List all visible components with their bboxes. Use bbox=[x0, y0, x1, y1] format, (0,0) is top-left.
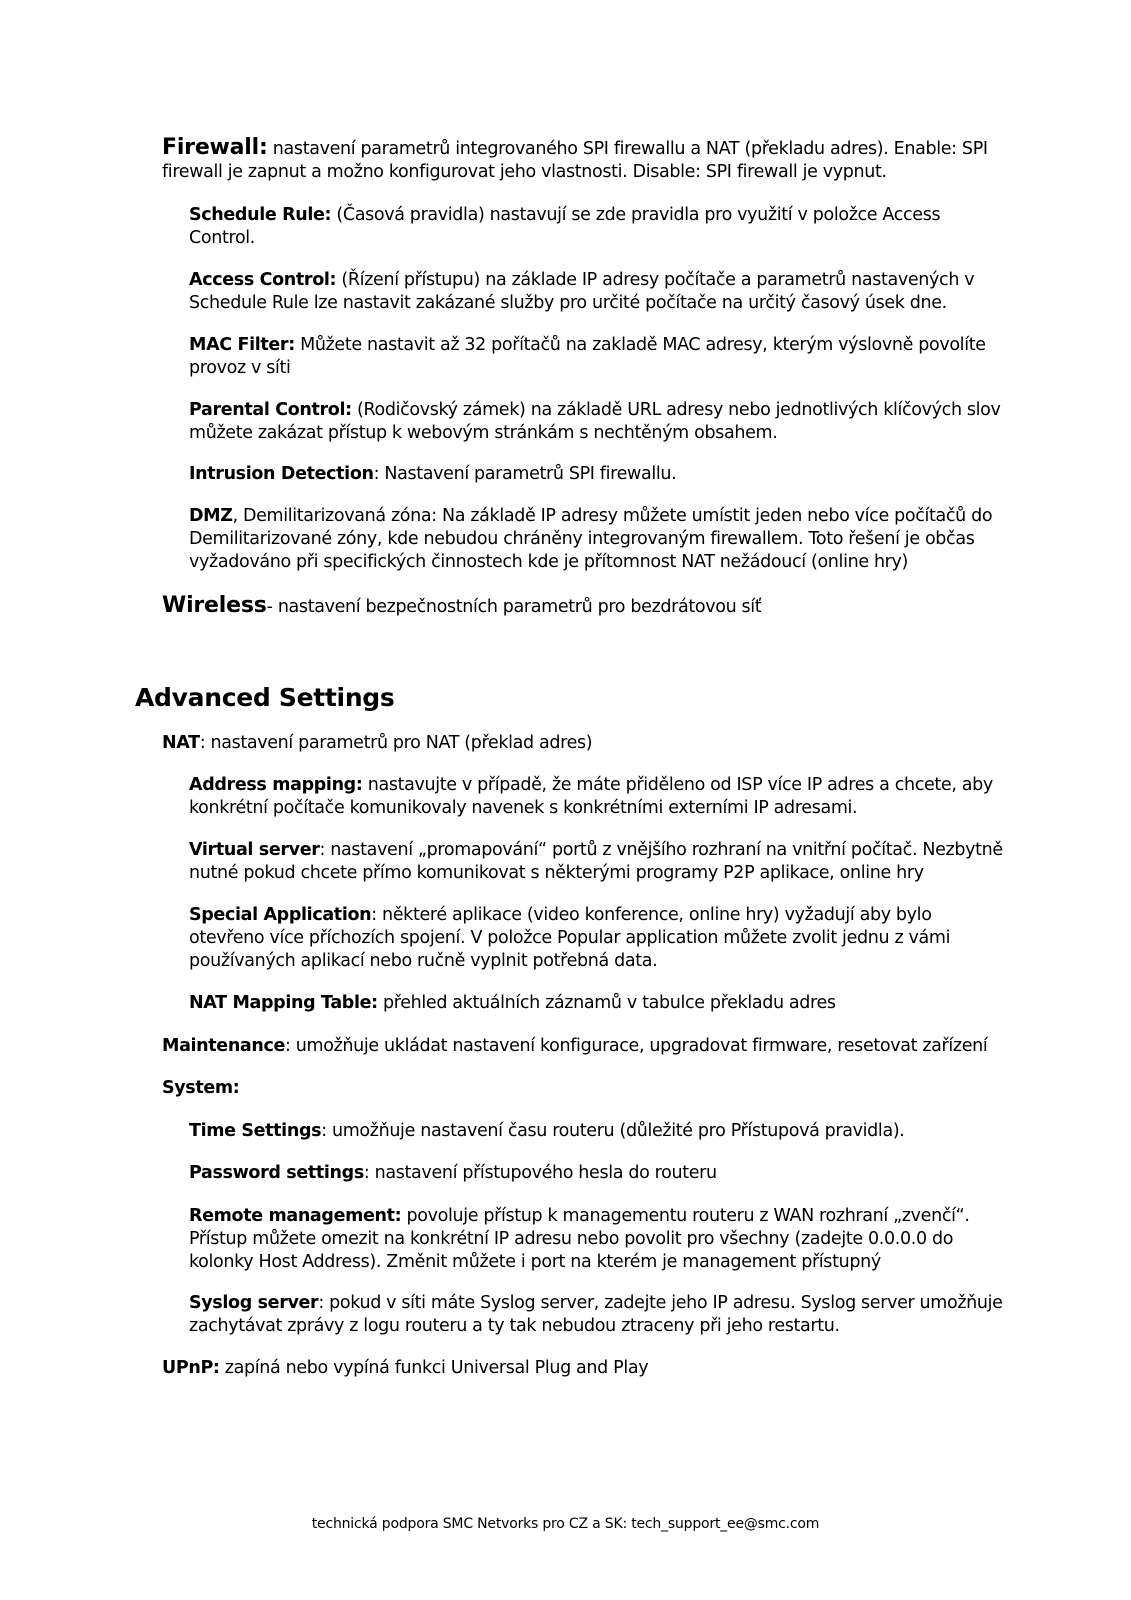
nat-mapping-table-term: NAT Mapping Table: bbox=[189, 993, 378, 1013]
special-application-paragraph bbox=[189, 904, 1004, 973]
syslog-server-paragraph bbox=[189, 1292, 1004, 1338]
access-control-paragraph bbox=[189, 269, 1004, 315]
wireless-term: Wireless bbox=[162, 593, 267, 618]
dmz-paragraph bbox=[189, 505, 1004, 574]
access-control-term: Access Control: bbox=[189, 270, 337, 290]
mac-filter-term: MAC Filter: bbox=[189, 335, 295, 355]
virtual-server-paragraph bbox=[189, 839, 1004, 885]
syslog-server-text: : pokud v síti máte Syslog server, zadejte jeho IP adresu. Syslog server umožňuje zachytávat zprávy z logu routeru a ty tak nebudou ztraceny při jeho restartu. bbox=[189, 1293, 1003, 1336]
nat-term: NAT bbox=[162, 733, 200, 753]
mac-filter-paragraph bbox=[189, 334, 1004, 380]
maintenance-text: : umožňuje ukládat nastavení konfigurace, upgradovat firmware, resetovat zařízení bbox=[285, 1036, 988, 1056]
dmz-term: DMZ bbox=[189, 506, 233, 526]
firewall-term: Firewall: bbox=[162, 135, 268, 160]
page-footer: technická podpora SMC Netvorks pro CZ a SK: tech_support_ee@smc.com bbox=[311, 1516, 820, 1532]
mac-filter-text: Můžete nastavit až 32 pořítačů na zakladě MAC adresy, kterým výslovně povolíte provoz v síti bbox=[189, 335, 986, 378]
address-mapping-text: nastavujte v případě, že máte přiděleno od ISP více IP adres a chcete, aby konkrétní počítače komunikovaly navenek s konkrétními externími IP adresami. bbox=[189, 775, 993, 818]
special-application-term: Special Application bbox=[189, 905, 372, 925]
upnp-paragraph bbox=[162, 1357, 1002, 1380]
wireless-text: - nastavení bezpečnostních parametrů pro bezdrátovou síť bbox=[266, 597, 762, 617]
dmz-text: , Demilitarizovaná zóna: Na základě IP adresy můžete umístit jeden nebo více počítačů do Demilitarizované zóny, kde nebudou chráněny integrovaným firewallem. Toto řešení je občas vyžadováno při specifických činnostech kde je přítomnost NAT nežádoucí (online hry) bbox=[189, 506, 993, 572]
nat-text: : nastavení parametrů pro NAT (překlad adres) bbox=[199, 733, 593, 753]
system-paragraph bbox=[162, 1077, 1002, 1100]
maintenance-paragraph bbox=[162, 1035, 1002, 1058]
password-settings-paragraph bbox=[189, 1162, 1004, 1185]
parental-control-text: (Rodičovský zámek) na základě URL adresy nebo jednotlivých klíčových slov můžete zakázat přístup k webovým stránkám s nechtěným obsahem. bbox=[189, 400, 1001, 443]
upnp-text: zapíná nebo vypíná funkci Universal Plug and Play bbox=[219, 1358, 649, 1378]
firewall-text: nastavení parametrů integrovaného SPI firewallu a NAT (překladu adres). Enable: SPI firewall je zapnut a možno konfigurovat jeho vlastnosti. Disable: SPI firewall je vypnut. bbox=[162, 139, 988, 182]
advanced-settings-heading: Advanced Settings bbox=[135, 683, 395, 712]
parental-control-paragraph bbox=[189, 399, 1004, 445]
address-mapping-term: Address mapping: bbox=[189, 775, 363, 795]
special-application-text: : některé aplikace (video konference, online hry) vyžadují aby bylo otevřeno více příchozích spojení. V položce Popular application můžete zvolit jednu z vámi používaných aplikací nebo ručně vyplnit potřebná data. bbox=[189, 905, 951, 971]
time-settings-paragraph bbox=[189, 1120, 1004, 1143]
nat-paragraph bbox=[162, 732, 1002, 755]
maintenance-term: Maintenance bbox=[162, 1036, 286, 1056]
schedule-rule-text: (Časová pravidla) nastavují se zde pravidla pro využití v položce Access Control. bbox=[189, 205, 941, 248]
intrusion-detection-term: Intrusion Detection bbox=[189, 464, 374, 484]
virtual-server-text: : nastavení „promapování“ portů z vnějšího rozhraní na vnitřní počítač. Nezbytně nutné pokud chcete přímo komunikovat s některými programy P2P aplikace, online hry bbox=[189, 840, 1003, 883]
remote-management-term: Remote management: bbox=[189, 1206, 402, 1226]
address-mapping-paragraph bbox=[189, 774, 1004, 820]
schedule-rule-paragraph bbox=[189, 204, 1004, 250]
schedule-rule-term: Schedule Rule: bbox=[189, 205, 332, 225]
time-settings-text: : umožňuje nastavení času routeru (důležité pro Přístupová pravidla). bbox=[321, 1121, 905, 1141]
nat-mapping-table-paragraph bbox=[189, 992, 1004, 1015]
nat-mapping-table-text: přehled aktuálních záznamů v tabulce překladu adres bbox=[377, 993, 836, 1013]
intrusion-detection-paragraph bbox=[189, 463, 1004, 486]
upnp-term: UPnP: bbox=[162, 1358, 220, 1378]
time-settings-term: Time Settings bbox=[189, 1121, 322, 1141]
virtual-server-term: Virtual server bbox=[189, 840, 320, 860]
firewall-paragraph bbox=[162, 136, 1002, 184]
remote-management-text: povoluje přístup k managementu routeru z WAN rozhraní „zvenčí“. Přístup můžete omezit na konkrétní IP adresu nebo povolit pro všechny (zadejte 0.0.0.0 do kolonky Host Address). Změnit můžete i port na kterém je management přístupný bbox=[189, 1206, 970, 1272]
remote-management-paragraph bbox=[189, 1205, 1004, 1274]
password-settings-term: Password settings bbox=[189, 1163, 364, 1183]
parental-control-term: Parental Control: bbox=[189, 400, 352, 420]
password-settings-text: : nastavení přístupového hesla do routeru bbox=[363, 1163, 717, 1183]
wireless-paragraph bbox=[162, 594, 1002, 619]
intrusion-detection-text: : Nastavení parametrů SPI firewallu. bbox=[373, 464, 677, 484]
system-term: System: bbox=[162, 1078, 240, 1098]
syslog-server-term: Syslog server bbox=[189, 1293, 319, 1313]
access-control-text: (Řízení přístupu) na základe IP adresy počítače a parametrů nastavených v Schedule Rule lze nastavit zakázané služby pro určité počítače na určitý časový úsek dne. bbox=[189, 270, 975, 313]
